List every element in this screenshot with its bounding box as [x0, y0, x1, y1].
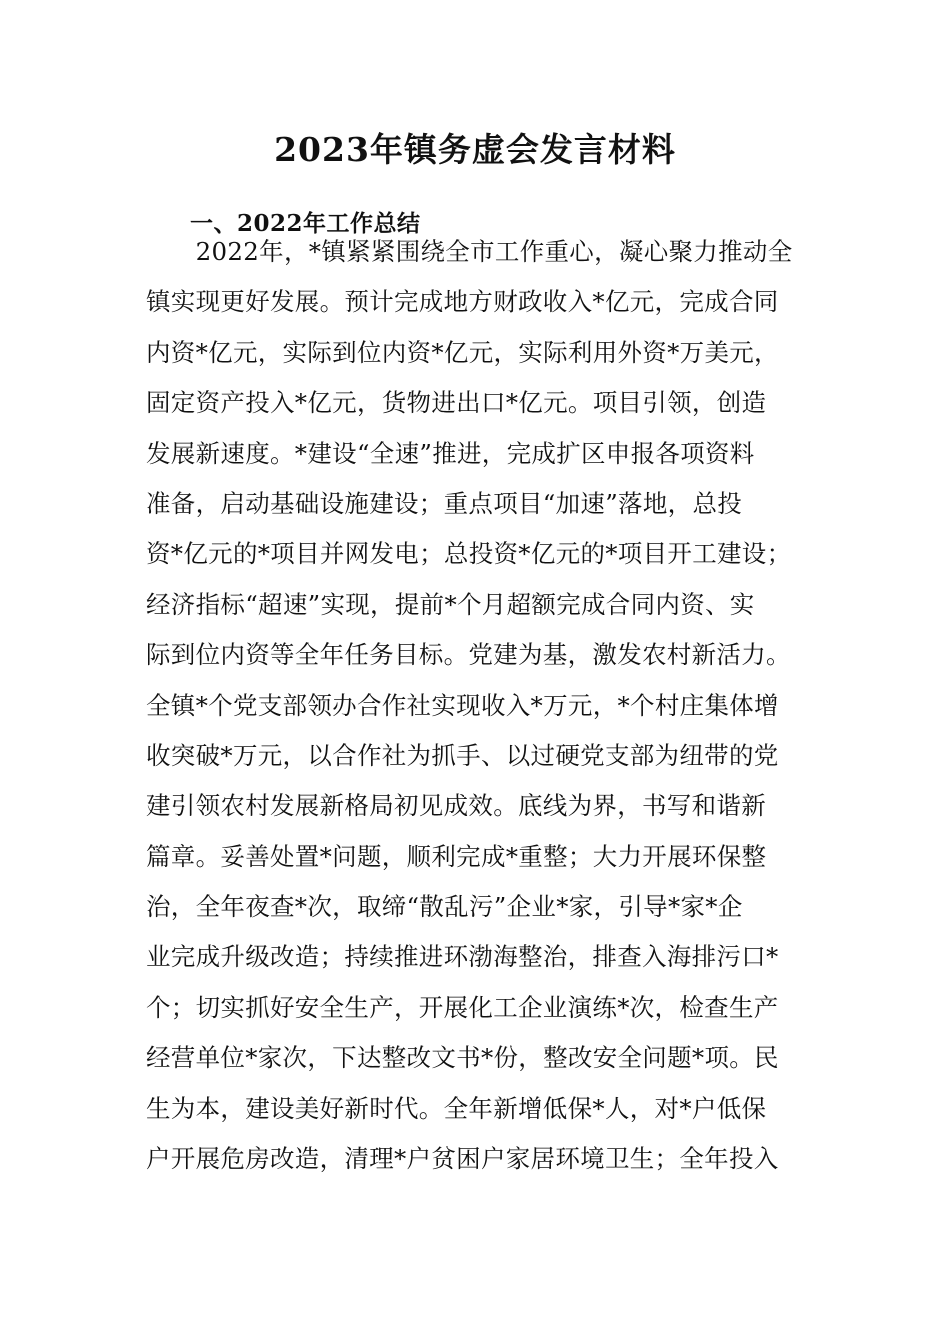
paragraph-line: 资*亿元的*项目并网发电；总投资*亿元的*项目开工建设；: [146, 539, 792, 569]
paragraph-line: 业完成升级改造；持续推进环渤海整治，排查入海排污口*: [146, 942, 779, 972]
paragraph-line: 收突破*万元，以合作社为抓手、以过硬党支部为纽带的党: [146, 740, 779, 770]
paragraph-line: 2022年，*镇紧紧围绕全市工作重心，凝心聚力推动全: [146, 237, 793, 266]
paragraph-line: 生为本，建设美好新时代。全年新增低保*人，对*户低保: [146, 1093, 767, 1123]
paragraph-line: 建引领农村发展新格局初见成效。底线为界，书写和谐新: [146, 791, 766, 821]
paragraph-line: 准备，启动基础设施建设；重点项目“加速”落地，总投: [146, 488, 743, 518]
paragraph-line: 际到位内资等全年任务目标。党建为基，激发农村新活力。: [146, 640, 791, 670]
paragraph-line: 经济指标“超速”实现，提前*个月超额完成合同内资、实: [146, 589, 755, 619]
paragraph-line: 内资*亿元，实际到位内资*亿元，实际利用外资*万美元，: [146, 337, 779, 367]
paragraph-line: 发展新速度。*建设“全速”推进，完成扩区申报各项资料: [146, 438, 755, 468]
paragraph-line: 篇章。妥善处置*问题，顺利完成*重整；大力开展环保整: [146, 841, 767, 871]
paragraph-line: 镇实现更好发展。预计完成地方财政收入*亿元，完成合同: [146, 287, 779, 317]
paragraph-line: 固定资产投入*亿元，货物进出口*亿元。项目引领，创造: [146, 388, 767, 418]
paragraph-line: 治，全年夜查*次，取缔“散乱污”企业*家，引导*家*企: [146, 892, 743, 922]
section-heading: 一、2022年工作总结: [190, 210, 421, 237]
paragraph-line: 全镇*个党支部领办合作社实现收入*万元，*个村庄集体增: [146, 690, 779, 720]
paragraph-line: 户开展危房改造，清理*户贫困户家居环境卫生；全年投入: [146, 1144, 779, 1174]
paragraph-line: 经营单位*家次，下达整改文书*份，整改安全问题*项。民: [146, 1043, 779, 1073]
body-paragraph: [146, 227, 802, 1184]
paragraph-line: 个；切实抓好安全生产，开展化工企业演练*次，检查生产: [146, 992, 779, 1022]
document-title: 2023年镇务虚会发言材料: [274, 130, 676, 169]
